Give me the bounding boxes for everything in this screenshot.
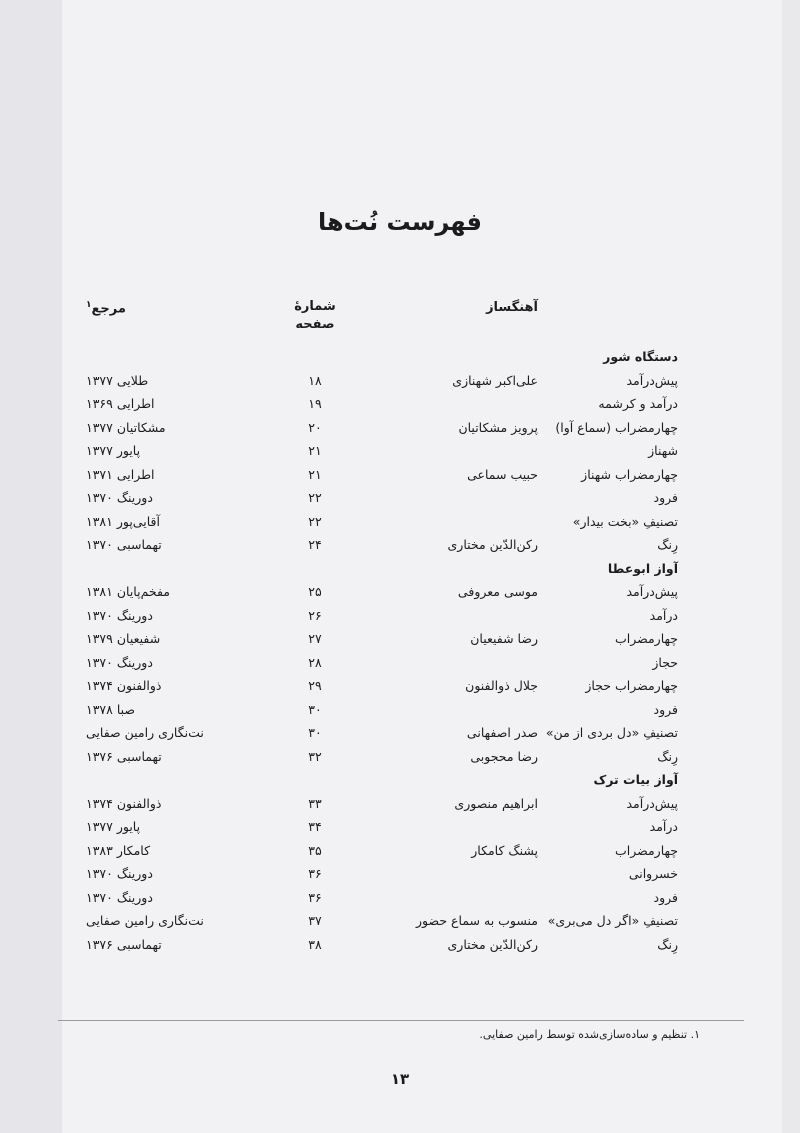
row-reference: نت‌نگاری رامین صفایی: [86, 725, 204, 740]
row-title: شهناز: [648, 443, 678, 458]
table-row: [0, 653, 800, 675]
row-page-number: ۳۸: [308, 936, 322, 952]
row-reference: اطرایی ۱۳۶۹: [86, 396, 155, 411]
row-composer: ابراهیم منصوری: [454, 795, 538, 811]
row-title: فرود: [653, 490, 678, 505]
row-reference: مفخم‌پایان ۱۳۸۱: [86, 584, 170, 599]
row-title: رِنگ: [657, 748, 678, 764]
row-page-number: ۲۵: [308, 584, 322, 599]
row-title: فرود: [653, 889, 678, 905]
page-number: ۱۳: [390, 1070, 410, 1088]
row-page-number: ۲۲: [308, 490, 322, 505]
row-composer: جلال ذوالفنون: [465, 678, 538, 693]
row-page-number: ۳۰: [308, 701, 322, 717]
row-title: چهارمضراب: [614, 631, 678, 646]
row-composer: حبیب سماعی: [467, 466, 538, 482]
row-title: پیش‌درآمد: [626, 795, 678, 811]
table-row: [0, 888, 800, 910]
row-page-number: ۲۸: [308, 654, 322, 670]
row-title: پیش‌درآمد: [626, 372, 678, 388]
column-header-composer: آهنگساز: [486, 300, 538, 315]
row-composer: پرویز مشکاتیان: [458, 419, 538, 435]
row-title: درآمد: [649, 607, 678, 623]
row-reference: نت‌نگاری رامین صفایی: [86, 913, 204, 928]
row-title: تصنیفِ «دل بردی از من»: [545, 725, 678, 740]
table-row: [0, 676, 800, 698]
row-reference: صبا ۱۳۷۸: [86, 701, 136, 717]
row-composer: رضا محجوبی: [470, 748, 538, 764]
row-title: فرود: [653, 701, 678, 717]
footnote-marker: ۱: [86, 300, 92, 310]
page-title: فهرست نُت‌ها: [318, 208, 482, 236]
row-reference: دورینگ ۱۳۷۰: [86, 889, 153, 905]
table-row: [0, 629, 800, 651]
row-page-number: ۲۱: [308, 443, 322, 458]
table-row: [0, 465, 800, 487]
footnote: ۱. تنظیم و ساده‌سازی‌شده توسط رامین صفایی.: [479, 1028, 700, 1041]
row-title: آواز بیات ترک: [593, 772, 678, 787]
table-row: [0, 488, 800, 510]
row-title: چهارمضراب شهناز: [581, 466, 678, 482]
row-reference: پایور ۱۳۷۷: [86, 819, 141, 834]
row-reference: پایور ۱۳۷۷: [86, 443, 141, 458]
row-composer: موسی معروفی: [457, 584, 538, 599]
row-reference: تهماسبی ۱۳۷۶: [86, 936, 162, 952]
row-page-number: ۳۷: [308, 913, 322, 928]
table-row: [0, 841, 800, 863]
row-page-number: ۲۹: [308, 678, 322, 693]
table-row: [0, 723, 800, 745]
row-page-number: ۲۱: [308, 466, 322, 482]
row-title: آواز ابوعطا: [607, 560, 678, 576]
table-row: [0, 512, 800, 534]
section-heading-row: [0, 770, 800, 792]
row-composer: پشنگ کامکار: [471, 842, 538, 858]
row-title: چهارمضراب حجاز: [585, 678, 678, 693]
row-reference: دورینگ ۱۳۷۰: [86, 866, 153, 881]
row-page-number: ۳۰: [308, 725, 322, 740]
table-row: [0, 418, 800, 440]
row-reference: ذوالفنون ۱۳۷۴: [86, 795, 162, 811]
table-row: [0, 371, 800, 393]
row-composer: منسوب به سماع حضور: [416, 913, 538, 928]
row-title: دستگاه شور: [603, 349, 678, 364]
row-composer: رکن‌الدّین مختاری: [447, 936, 538, 952]
column-header-reference-label: مرجع: [91, 301, 126, 317]
row-reference: شفیعیان ۱۳۷۹: [86, 631, 161, 646]
row-page-number: ۲۶: [308, 607, 322, 623]
table-row: [0, 441, 800, 463]
row-reference: دورینگ ۱۳۷۰: [86, 607, 153, 623]
row-title: درآمد: [649, 819, 678, 834]
table-row: [0, 394, 800, 416]
row-page-number: ۳۶: [308, 866, 322, 881]
table-row: [0, 606, 800, 628]
row-title: رِنگ: [657, 936, 678, 952]
table-row: [0, 535, 800, 557]
row-title: رِنگ: [657, 537, 678, 552]
row-reference: کامکار ۱۳۸۳: [86, 842, 151, 858]
row-reference: آقایی‌پور ۱۳۸۱: [86, 513, 160, 529]
row-title: چهارمضراب (سماع آوا): [555, 419, 678, 435]
column-header-page-line1: شمارهٔ: [294, 299, 336, 314]
row-page-number: ۳۲: [308, 748, 322, 764]
row-reference: اطرایی ۱۳۷۱: [86, 466, 155, 482]
row-reference: دورینگ ۱۳۷۰: [86, 654, 153, 670]
row-title: پیش‌درآمد: [626, 584, 678, 599]
row-composer: رکن‌الدّین مختاری: [447, 537, 538, 552]
row-page-number: ۲۴: [308, 537, 322, 552]
row-reference: مشکاتیان ۱۳۷۷: [86, 419, 166, 435]
row-reference: طلایی ۱۳۷۷: [86, 372, 149, 388]
row-reference: ذوالفنون ۱۳۷۴: [86, 678, 162, 693]
table-row: [0, 700, 800, 722]
row-title: حجاز: [652, 654, 678, 670]
row-page-number: ۳۳: [308, 795, 322, 811]
footnote-divider: [58, 1020, 744, 1021]
section-heading-row: [0, 559, 800, 581]
row-page-number: ۳۴: [308, 819, 322, 834]
table-row: [0, 582, 800, 604]
row-title: خسروانی: [628, 866, 678, 881]
row-reference: تهماسبی ۱۳۷۶: [86, 748, 162, 764]
row-title: تصنیفِ «بخت بیدار»: [572, 513, 678, 529]
row-page-number: ۲۷: [308, 631, 322, 646]
table-row: [0, 817, 800, 839]
row-page-number: ۳۶: [308, 889, 322, 905]
row-reference: تهماسبی ۱۳۷۰: [86, 537, 162, 552]
row-title: درآمد و کرشمه: [598, 396, 678, 411]
row-composer: رضا شفیعیان: [470, 631, 538, 646]
table-row: [0, 911, 800, 933]
table-row: [0, 794, 800, 816]
table-row: [0, 935, 800, 957]
row-page-number: ۲۰: [308, 419, 322, 435]
row-page-number: ۲۲: [308, 513, 322, 529]
table-row: [0, 864, 800, 886]
row-reference: دورینگ ۱۳۷۰: [86, 490, 153, 505]
row-page-number: ۱۹: [308, 396, 322, 411]
section-heading-row: [0, 347, 800, 369]
row-composer: علی‌اکبر شهنازی: [452, 372, 538, 388]
column-header-page-line2: صفحه: [295, 317, 335, 332]
table-row: [0, 747, 800, 769]
row-page-number: ۱۸: [308, 372, 322, 388]
row-title: چهارمضراب: [614, 842, 678, 858]
row-title: تصنیفِ «اگر دل می‌بری»: [547, 913, 678, 928]
row-page-number: ۳۵: [308, 842, 322, 858]
row-composer: صدر اصفهانی: [466, 725, 538, 740]
